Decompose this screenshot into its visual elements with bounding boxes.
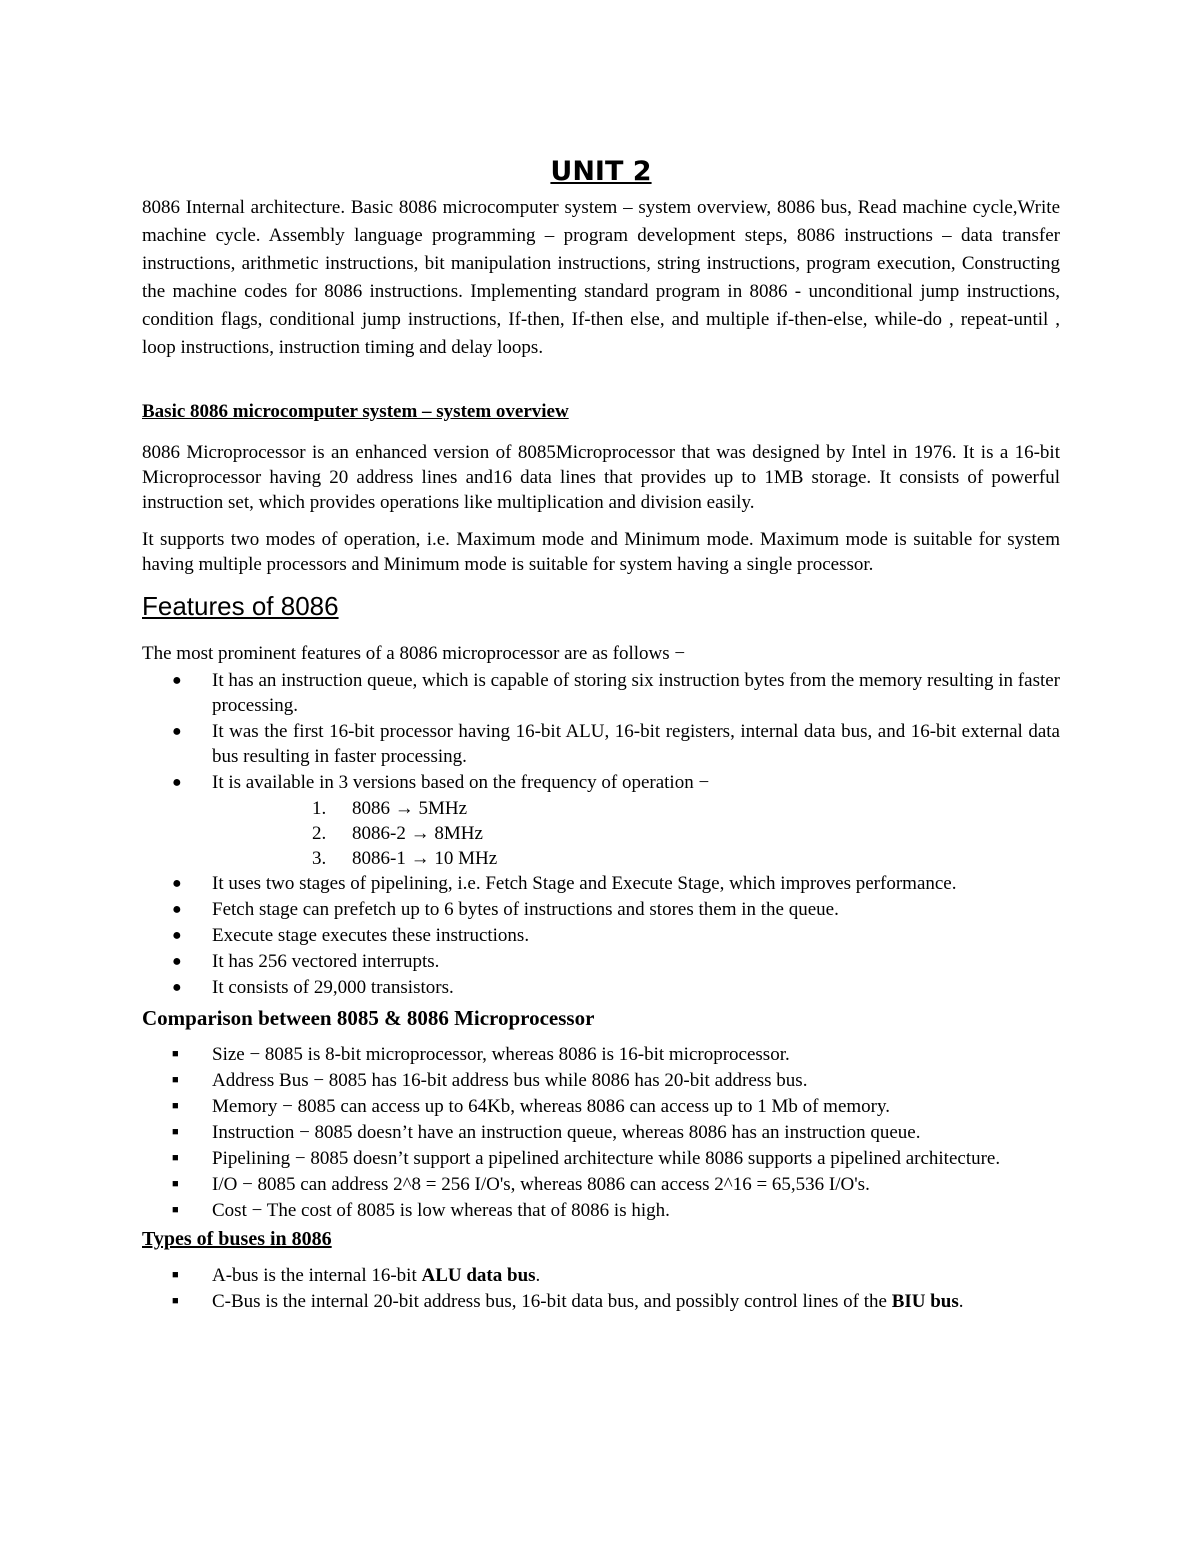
- bullet-icon: ●: [172, 875, 182, 892]
- list-item-text: .: [958, 1291, 964, 1312]
- list-item: [142, 796, 1060, 821]
- list-item-text: 8086 → 5MHz: [352, 798, 468, 819]
- list-item: [142, 923, 1060, 948]
- square-bullet-icon: ■: [172, 1074, 179, 1086]
- list-item-text: It has an instruction queue, which is capable of storing six instruction bytes from the memory resulting in faster processing.: [212, 670, 1060, 716]
- list-number: 3.: [312, 848, 327, 869]
- list-item-text: It is available in 3 versions based on the frequency of operation −: [212, 772, 710, 793]
- list-item: [142, 821, 1060, 846]
- bullet-icon: ●: [172, 953, 182, 970]
- syllabus-paragraph: 8086 Internal architecture. Basic 8086 microcomputer system – system overview, 8086 bus, Read machine cycle,Write machine cycle. Assembly language programming – program development steps, 8086 instructions – data transfer instructions, arithmetic instructions, bit manipulation instructions, string instructions, program execution, Constructing the machine codes for 8086 instructions. Implementing standard program in 8086 - unconditional jump instructions, condition flags, conditional jump instructions, If-then, If-then else, and multiple if-then-else, while-do , repeat-until , loop instructions, instruction timing and delay loops.: [142, 197, 1060, 358]
- list-item-text: A-bus is the internal 16-bit: [212, 1265, 422, 1286]
- square-bullet-icon: ■: [172, 1178, 179, 1190]
- list-item-text: It has 256 vectored interrupts.: [212, 951, 440, 972]
- list-item: [142, 1094, 1060, 1119]
- versions-list: [142, 796, 1060, 871]
- list-item: [142, 1263, 1060, 1288]
- overview-heading: Basic 8086 microcomputer system – system overview: [142, 401, 569, 422]
- list-item-text: Instruction − 8085 doesn’t have an instruction queue, whereas 8086 has an instruction queue.: [212, 1122, 921, 1143]
- page-title: UNIT 2: [550, 156, 652, 187]
- list-item-text: It uses two stages of pipelining, i.e. Fetch Stage and Execute Stage, which improves performance.: [212, 873, 957, 894]
- square-bullet-icon: ■: [172, 1048, 179, 1060]
- list-item-text: Memory − 8085 can access up to 64Kb, whereas 8086 can access up to 1 Mb of memory.: [212, 1096, 890, 1117]
- square-bullet-icon: ■: [172, 1100, 179, 1112]
- bullet-icon: ●: [172, 672, 182, 689]
- square-bullet-icon: ■: [172, 1152, 179, 1164]
- list-item-text: 8086-1 → 10 MHz: [352, 848, 498, 869]
- buses-heading: Types of buses in 8086: [142, 1228, 332, 1250]
- document-page: [142, 150, 1060, 1315]
- list-item-text: Pipelining − 8085 doesn’t support a pipelined architecture while 8086 supports a pipelined architecture.: [212, 1148, 1001, 1169]
- list-number: 1.: [312, 798, 327, 819]
- features-heading: Features of 8086: [142, 591, 339, 621]
- list-item: [142, 897, 1060, 922]
- square-bullet-icon: ■: [172, 1269, 179, 1281]
- buses-list: [142, 1263, 1060, 1314]
- list-item-text: Cost − The cost of 8085 is low whereas that of 8086 is high.: [212, 1200, 670, 1221]
- list-item-text: Fetch stage can prefetch up to 6 bytes of instructions and stores them in the queue.: [212, 899, 839, 920]
- bullet-icon: ●: [172, 774, 182, 791]
- bullet-icon: ●: [172, 979, 182, 996]
- list-item: [142, 668, 1060, 718]
- overview-paragraph-2: It supports two modes of operation, i.e. Maximum mode and Minimum mode. Maximum mode is suitable for system having multiple processors and Minimum mode is suitable for system having a single processor.: [142, 529, 1060, 575]
- list-item: [142, 871, 1060, 896]
- list-item: [142, 1068, 1060, 1093]
- square-bullet-icon: ■: [172, 1126, 179, 1138]
- list-item-text: .: [535, 1265, 541, 1286]
- list-item: [142, 1172, 1060, 1197]
- list-item-text: Size − 8085 is 8-bit microprocessor, whereas 8086 is 16-bit microprocessor.: [212, 1044, 790, 1065]
- list-item-text: Address Bus − 8085 has 16-bit address bus while 8086 has 20-bit address bus.: [212, 1070, 808, 1091]
- overview-paragraph-1: 8086 Microprocessor is an enhanced version of 8085Microprocessor that was designed by Intel in 1976. It is a 16-bit Microprocessor having 20 address lines and16 data lines that provides up to 1MB storage. It consists of powerful instruction set, which provides operations like multiplication and division easily.: [142, 442, 1060, 513]
- bullet-icon: ●: [172, 927, 182, 944]
- bullet-icon: ●: [172, 723, 182, 740]
- list-item: [142, 1042, 1060, 1067]
- bold-term: BIU bus: [891, 1291, 959, 1312]
- list-item: [142, 1120, 1060, 1145]
- bold-term: ALU data bus: [421, 1265, 536, 1286]
- list-item: [142, 1198, 1060, 1223]
- list-item: [142, 770, 1060, 795]
- bullet-icon: ●: [172, 901, 182, 918]
- list-item: [142, 949, 1060, 974]
- list-item-text: Execute stage executes these instructions.: [212, 925, 530, 946]
- list-item: [142, 975, 1060, 1000]
- list-item-text: 8086-2 → 8MHz: [352, 823, 483, 844]
- list-item-text: It was the first 16-bit processor having 16-bit ALU, 16-bit registers, internal data bus, and 16-bit external data bus resulting in faster processing.: [212, 721, 1060, 767]
- list-item: [142, 1289, 1060, 1314]
- features-list-continued: [142, 871, 1060, 1000]
- list-item: [142, 846, 1060, 871]
- features-list: [142, 668, 1060, 795]
- square-bullet-icon: ■: [172, 1204, 179, 1216]
- list-item-text: It consists of 29,000 transistors.: [212, 977, 454, 998]
- comparison-list: [142, 1042, 1060, 1223]
- comparison-heading: Comparison between 8085 & 8086 Microprocessor: [142, 1006, 595, 1030]
- list-item-text: I/O − 8085 can address 2^8 = 256 I/O's, whereas 8086 can access 2^16 = 65,536 I/O's.: [212, 1174, 870, 1195]
- list-item: [142, 719, 1060, 769]
- square-bullet-icon: ■: [172, 1295, 179, 1307]
- list-item: [142, 1146, 1060, 1171]
- list-item-text: C-Bus is the internal 20-bit address bus, 16-bit data bus, and possibly control lines of the: [212, 1291, 892, 1312]
- list-number: 2.: [312, 823, 327, 844]
- features-intro: The most prominent features of a 8086 microprocessor are as follows −: [142, 643, 686, 664]
